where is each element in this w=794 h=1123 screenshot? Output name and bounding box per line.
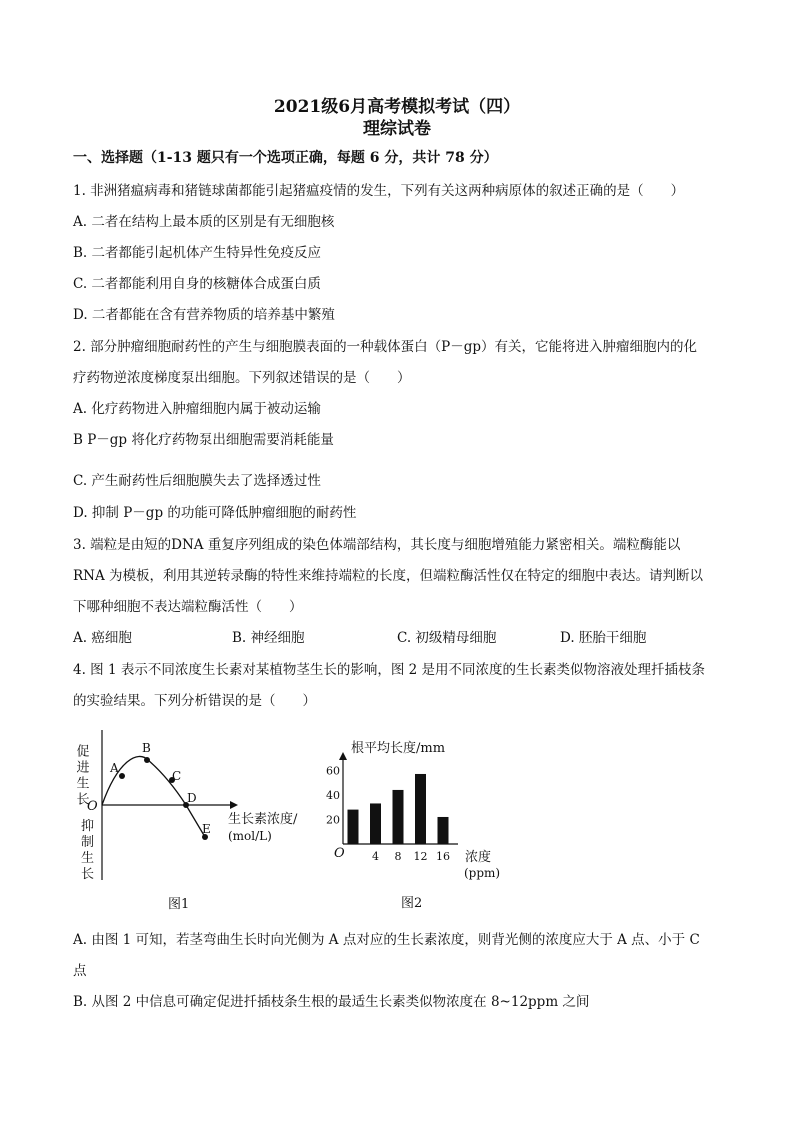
fig2-caption: 图2 [401, 896, 423, 911]
q2-option-d: D. 抑制 P－gp 的功能可降低肿瘤细胞的耐药性 [73, 505, 357, 521]
fig1-xlabel-line1: 生长素浓度/ [228, 812, 298, 827]
exam-subtitle: 理综试卷 [363, 119, 431, 139]
fig2-ytick-label: 20 [326, 813, 340, 827]
q1-option-d: D. 二者都能在含有营养物质的培养基中繁殖 [73, 307, 335, 323]
q3-option-d: D. 胚胎干细胞 [560, 630, 647, 646]
fig2-ytick-label: 60 [326, 764, 340, 778]
fig2-xtick-label: 8 [394, 850, 402, 863]
q2-option-c: C. 产生耐药性后细胞膜失去了选择透过性 [73, 473, 321, 489]
q2-stem-line1: 2. 部分肿瘤细胞耐药性的产生与细胞膜表面的一种载体蛋白（P－gp）有关，它能将进入肿瘤细胞内的化 [73, 339, 698, 355]
q4-option-a-line2: 点 [73, 963, 87, 979]
fig2-xlabel-line1: 浓度 [465, 850, 492, 865]
fig1-label-b: B [142, 741, 151, 755]
fig1-caption: 图1 [168, 897, 190, 912]
fig2-y-arrow [339, 752, 347, 760]
q2-option-a: A. 化疗药物进入肿瘤细胞内属于被动运输 [73, 401, 321, 417]
fig2-bar [438, 817, 449, 844]
q4-option-a-line1: A. 由图 1 可知，若茎弯曲生长时向光侧为 A 点对应的生长素浓度，则背光侧的浓度应大于 A 点、小于 C [73, 932, 700, 948]
fig2-xlabel-line2: (ppm) [464, 866, 501, 880]
q2-stem-line2: 疗药物逆浓度梯度泵出细胞。下列叙述错误的是（ ） [73, 370, 411, 386]
q1-option-a: A. 二者在结构上最本质的区别是有无细胞核 [73, 214, 335, 230]
fig1-point-b [144, 757, 150, 763]
q1-option-c: C. 二者都能利用自身的核糖体合成蛋白质 [73, 276, 321, 292]
figure1-diagram [73, 730, 300, 915]
exam-title: 2021级6月高考模拟考试（四） [273, 97, 521, 117]
fig1-x-arrow [230, 801, 238, 809]
fig2-bar [370, 803, 381, 844]
fig1-label-c: C [172, 769, 182, 783]
q1-stem: 1. 非洲猪瘟病毒和猪链球菌都能引起猪瘟疫情的发生，下列有关这两种病原体的叙述正确的是（ ） [73, 183, 685, 199]
q3-stem-line1: 3. 端粒是由短的DNA 重复序列组成的染色体端部结构，其长度与细胞增殖能力紧密相关。端粒酶能以 [73, 537, 681, 553]
q1-option-b: B. 二者都能引起机体产生特异性免疫反应 [73, 245, 322, 261]
fig1-label-d: D [187, 791, 197, 805]
figure2-bar-chart [328, 736, 503, 916]
q3-option-c: C. 初级精母细胞 [397, 630, 497, 646]
fig1-xlabel-line2: (mol/L) [228, 829, 272, 843]
fig1-point-a [119, 773, 125, 779]
q4-stem-line1: 4. 图 1 表示不同浓度生长素对某植物茎生长的影响，图 2 是用不同浓度的生长素类似物溶液处理扦插枝条 [73, 662, 706, 678]
q3-option-b: B. 神经细胞 [232, 630, 305, 646]
q3-option-a: A. 癌细胞 [73, 630, 132, 646]
fig1-ylabel-inhibit: 抑制生长 [81, 819, 95, 882]
fig1-origin: O [87, 799, 98, 814]
fig1-ylabel-promote: 促进生长 [73, 744, 89, 805]
fig2-bar [393, 790, 404, 844]
fig2-origin: O [334, 846, 345, 861]
q3-stem-line2: RNA 为模板，利用其逆转录酶的特性来维持端粒的长度，但端粒酶活性仅在特定的细胞中表达。请判断以 [73, 568, 704, 584]
q4-option-b: B. 从图 2 中信息可确定促进扦插枝条生根的最适生长素类似物浓度在 8~12ppm 之间 [73, 994, 590, 1010]
fig2-bar [348, 810, 359, 844]
fig1-label-e: E [202, 822, 211, 836]
q2-option-b: B P－gp 将化疗药物泵出细胞需要消耗能量 [73, 432, 334, 448]
fig2-bar [415, 774, 426, 844]
fig2-xtick-label: 16 [436, 850, 450, 863]
fig2-ytick-label: 40 [326, 788, 340, 802]
q3-stem-line3: 下哪种细胞不表达端粒酶活性（ ） [73, 599, 303, 615]
fig2-ylabel: 根平均长度/mm [351, 741, 446, 756]
fig2-xtick-label: 12 [413, 850, 428, 863]
q4-stem-line2: 的实验结果。下列分析错误的是（ ） [73, 693, 316, 709]
fig2-xtick-label: 4 [372, 850, 379, 863]
fig1-label-a: A [110, 761, 119, 775]
section-heading: 一、选择题（1-13 题只有一个选项正确，每题 6 分，共计 78 分） [73, 150, 498, 166]
